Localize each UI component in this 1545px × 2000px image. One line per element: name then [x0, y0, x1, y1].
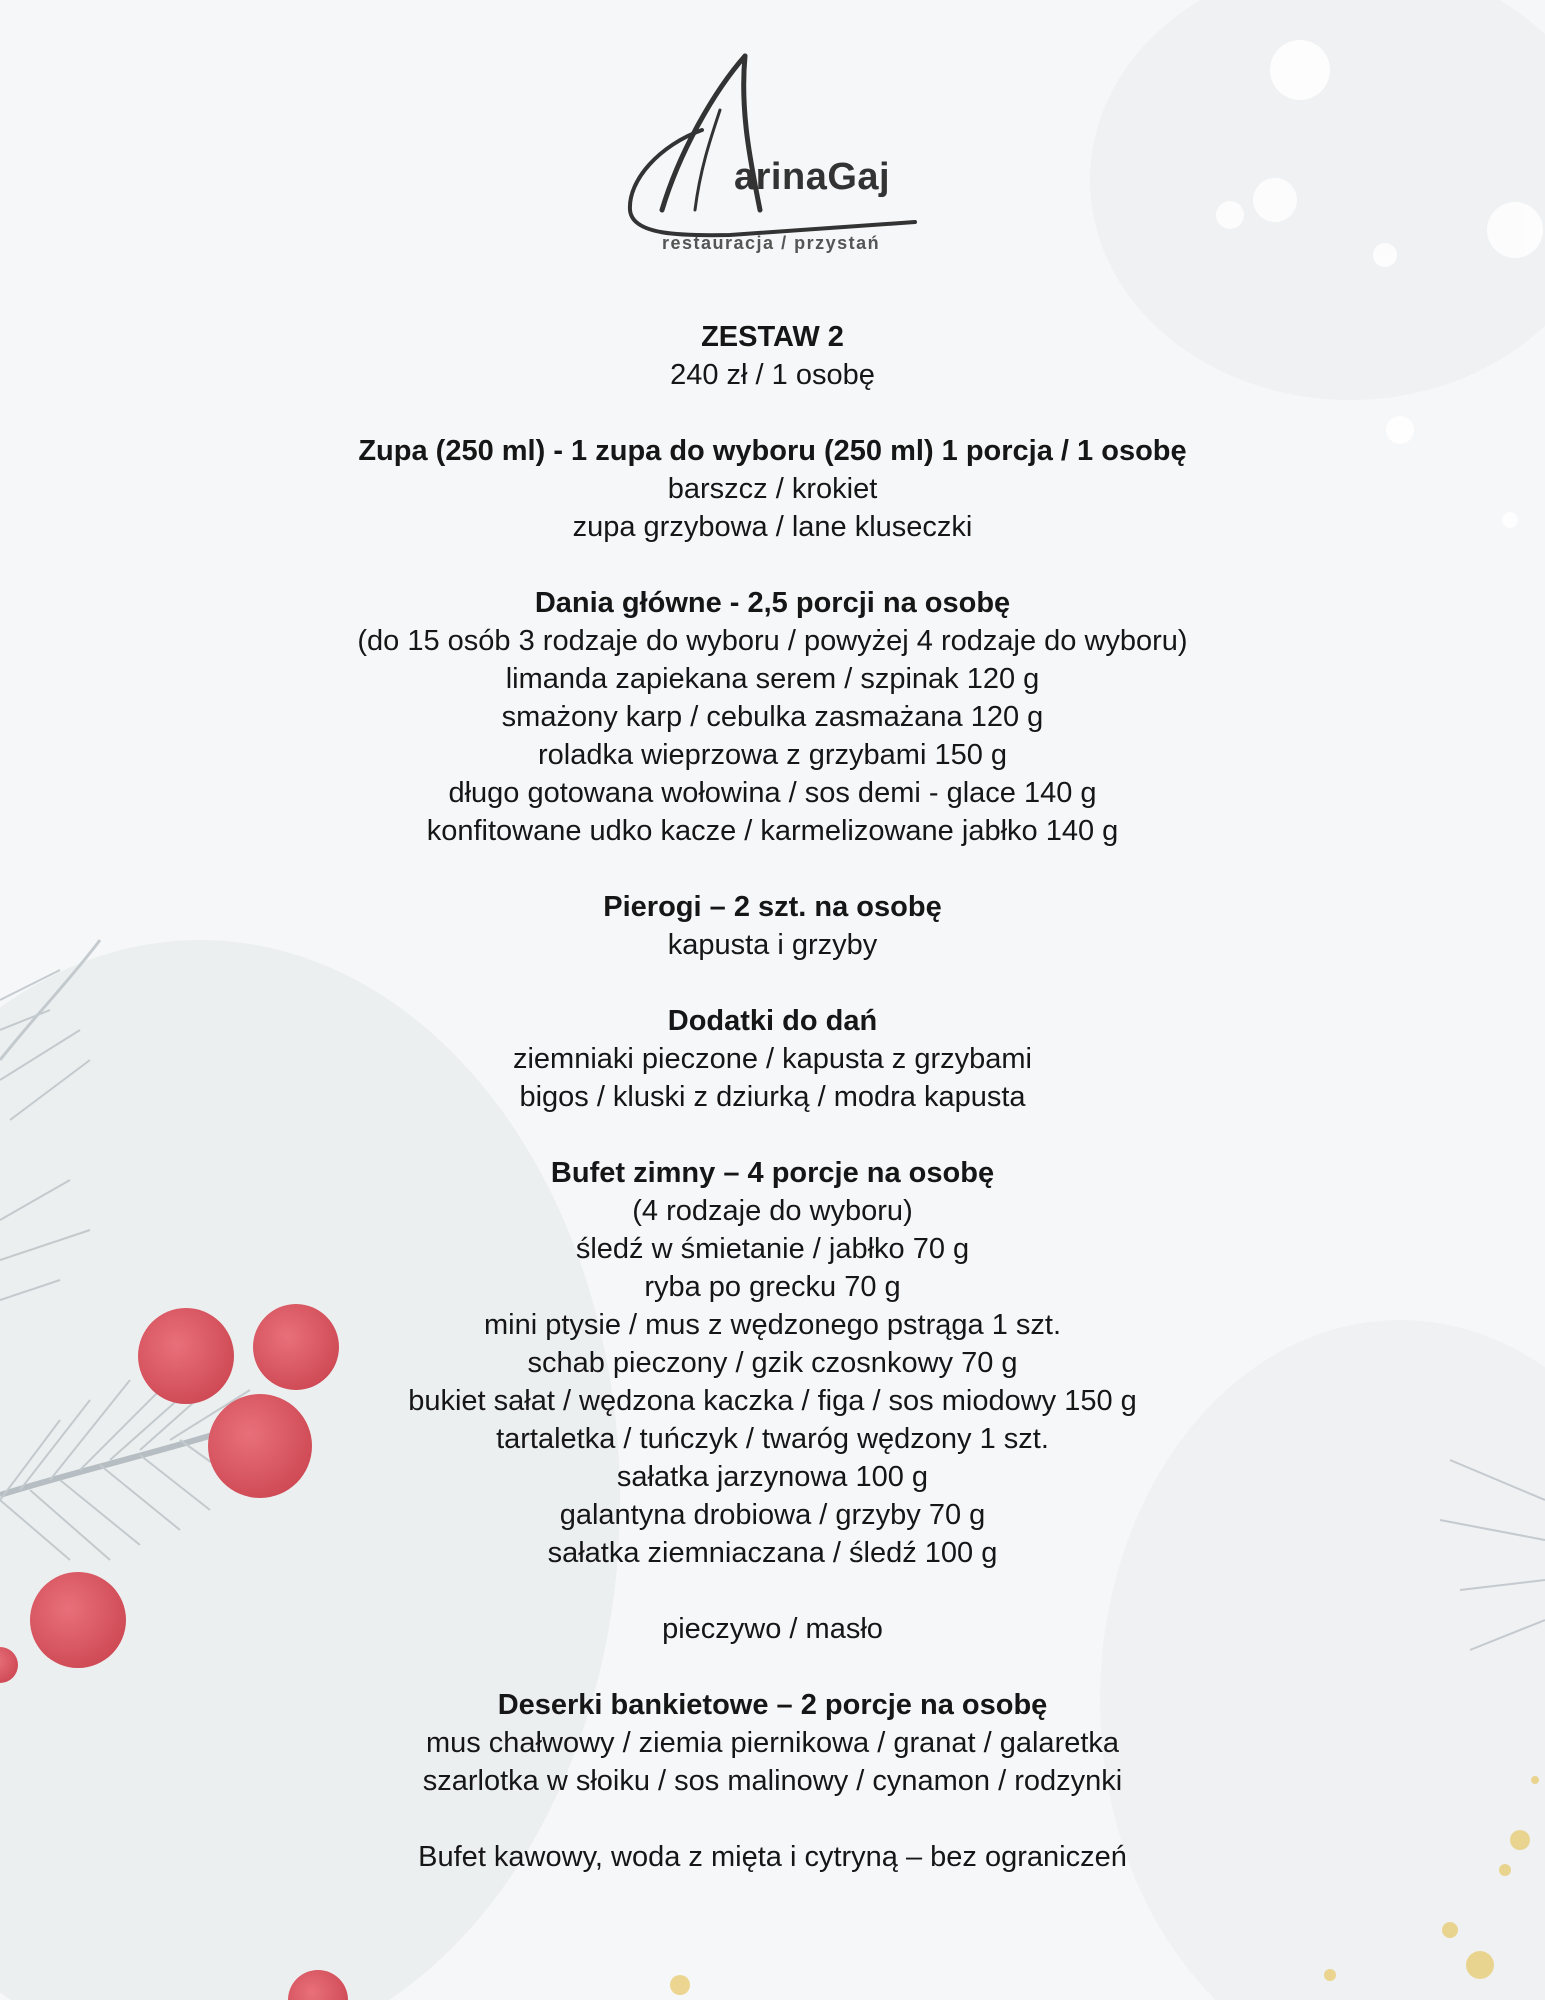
menu-price: 240 zł / 1 osobę	[670, 359, 875, 391]
mains-item: konfitowane udko kacze / karmelizowane jabłko 140 g	[426, 815, 1119, 847]
cold-buffet-item: sałatka ziemniaczana / śledź 100 g	[547, 1537, 998, 1569]
sides-item: ziemniaki pieczone / kapusta z grzybami	[512, 1043, 1032, 1075]
cold-buffet-item: bukiet sałat / wędzona kaczka / figa / sos miodowy 150 g	[408, 1385, 1137, 1417]
cold-buffet-item: tartaletka / tuńczyk / twaróg wędzony 1 szt.	[496, 1423, 1049, 1455]
mains-heading: Dania główne - 2,5 porcji na osobę	[534, 587, 1011, 619]
cold-buffet-item: mini ptysie / mus z wędzonego pstrąga 1 szt.	[483, 1309, 1062, 1341]
sides-item: bigos / kluski z dziurką / modra kapusta	[519, 1081, 1026, 1113]
pierogi-heading: Pierogi – 2 szt. na osobę	[603, 891, 942, 923]
mains-item: smażony karp / cebulka zasmażana 120 g	[501, 701, 1044, 733]
desserts-item: mus chałwowy / ziemia piernikowa / granat / galaretka	[425, 1727, 1120, 1759]
pierogi-item: kapusta i grzyby	[667, 929, 878, 961]
mains-item: limanda zapiekana serem / szpinak 120 g	[505, 663, 1040, 695]
mains-item: długo gotowana wołowina / sos demi - glace 140 g	[448, 777, 1097, 809]
desserts-heading: Deserki bankietowe – 2 porcje na osobę	[497, 1689, 1048, 1721]
cold-buffet-item: galantyna drobiowa / grzyby 70 g	[559, 1499, 986, 1531]
menu	[0, 318, 1545, 1876]
soup-item: barszcz / krokiet	[667, 473, 878, 505]
cold-buffet-heading: Bufet zimny – 4 porcje na osobę	[550, 1157, 995, 1189]
logo-name: arinaGaj	[734, 156, 891, 198]
mains-note: (do 15 osób 3 rodzaje do wyboru / powyżej 4 rodzaje do wyboru)	[357, 625, 1188, 657]
cold-buffet-item: śledź w śmietanie / jabłko 70 g	[575, 1233, 970, 1265]
mains-item: roladka wieprzowa z grzybami 150 g	[537, 739, 1008, 771]
cold-buffet-note: (4 rodzaje do wyboru)	[632, 1195, 913, 1227]
logo-tagline: restauracja / przystań	[662, 233, 881, 253]
logo	[620, 50, 940, 265]
desserts-item: szarlotka w słoiku / sos malinowy / cynamon / rodzynki	[422, 1765, 1123, 1797]
soup-item: zupa grzybowa / lane kluseczki	[572, 511, 973, 543]
sides-heading: Dodatki do dań	[667, 1005, 878, 1037]
cold-buffet-item: schab pieczony / gzik czosnkowy 70 g	[527, 1347, 1018, 1379]
cold-buffet-item: sałatka jarzynowa 100 g	[616, 1461, 929, 1493]
cold-buffet-item: ryba po grecku 70 g	[644, 1271, 901, 1303]
coffee-line: Bufet kawowy, woda z mięta i cytryną – bez ograniczeń	[418, 1841, 1127, 1873]
menu-title: ZESTAW 2	[701, 321, 844, 353]
bread-line: pieczywo / masło	[662, 1613, 883, 1645]
soup-heading: Zupa (250 ml) - 1 zupa do wyboru (250 ml) 1 porcja / 1 osobę	[358, 435, 1187, 467]
